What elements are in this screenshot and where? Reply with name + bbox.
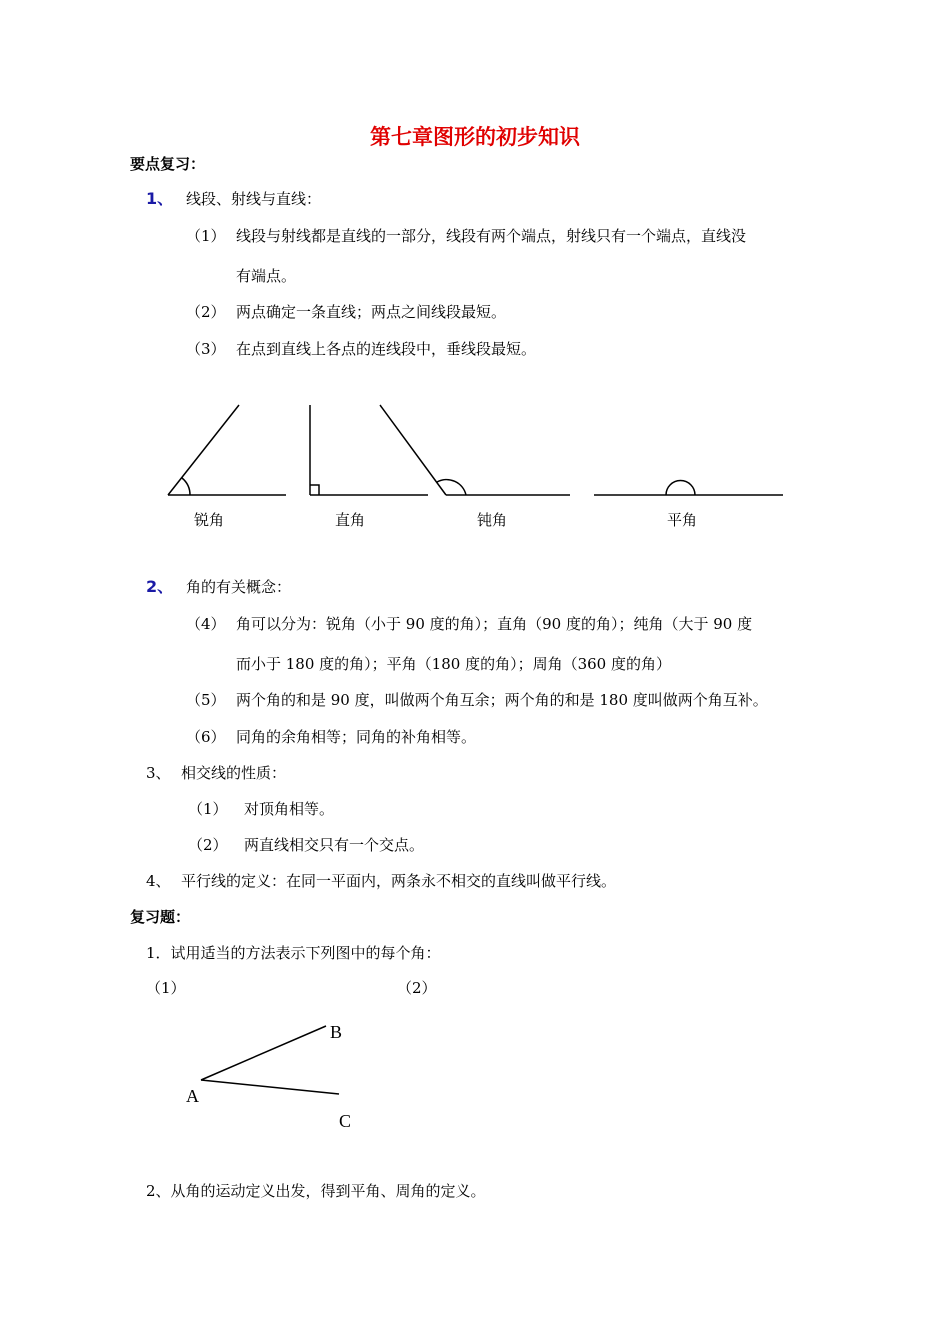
item-text: 同角的余角相等；同角的补角相等。 <box>236 728 477 746</box>
point-label-b: B <box>330 1022 343 1042</box>
acute-angle-figure <box>168 405 286 495</box>
item-text: 对顶角相等。 <box>244 800 335 818</box>
item-number: （5） <box>186 691 226 709</box>
acute-angle-label: 锐角 <box>194 511 225 529</box>
section-1-number: 1、 <box>146 189 174 208</box>
item-number: （6） <box>186 728 226 746</box>
right-angle-figure <box>310 405 428 495</box>
item-number: （1） <box>188 800 228 818</box>
item-number: （2） <box>188 836 228 854</box>
section-4-text: 平行线的定义：在同一平面内，两条永不相交的直线叫做平行线。 <box>181 872 617 890</box>
section-heading-exercises: 复习题： <box>130 908 191 926</box>
page-title: 第七章图形的初步知识 <box>370 124 580 149</box>
obtuse-angle-label: 钝角 <box>477 511 508 529</box>
item-text: 线段与射线都是直线的一部分，线段有两个端点，射线只有一个端点，直线没 <box>236 227 747 245</box>
item-text: 在点到直线上各点的连线段中，垂线段最短。 <box>236 340 537 358</box>
section-1-heading: 线段、射线与直线： <box>186 190 322 208</box>
question-1-text: 1．试用适当的方法表示下列图中的每个角： <box>146 944 441 962</box>
item-text: 角可以分为：锐角（小于 90 度的角）；直角（90 度的角）；纯角（大于 90 度 <box>236 615 753 633</box>
item-number: （4） <box>186 615 226 633</box>
point-label-c: C <box>339 1111 352 1131</box>
item-text-continued: 而小于 180 度的角）；平角（180 度的角）；周角（360 度的角） <box>236 655 671 673</box>
section-4-number: 4、 <box>146 872 171 890</box>
item-text-continued: 有端点。 <box>236 267 297 285</box>
obtuse-angle-figure <box>380 405 570 495</box>
point-label-a: A <box>186 1086 199 1106</box>
item-number: （2） <box>186 303 226 321</box>
item-number: （1） <box>186 227 226 245</box>
item-number: （3） <box>186 340 226 358</box>
section-3-number: 3、 <box>146 764 171 782</box>
right-angle-label: 直角 <box>335 511 366 529</box>
section-2-heading: 角的有关概念： <box>186 578 292 596</box>
question-2-text: 2、从角的运动定义出发，得到平角、周角的定义。 <box>146 1182 486 1200</box>
angle-bac-figure <box>201 1026 339 1094</box>
straight-angle-figure <box>594 481 783 496</box>
section-2-number: 2、 <box>146 577 174 596</box>
item-text: 两直线相交只有一个交点。 <box>244 836 425 854</box>
item-text: 两个角的和是 90 度，叫做两个角互余；两个角的和是 180 度叫做两个角互补。 <box>236 691 768 709</box>
question-1-sub-1: （1） <box>146 979 186 997</box>
section-heading-review: 要点复习： <box>130 155 206 173</box>
item-text: 两点确定一条直线；两点之间线段最短。 <box>236 303 507 321</box>
section-3-heading: 相交线的性质： <box>181 764 287 782</box>
straight-angle-label: 平角 <box>667 511 698 529</box>
question-1-sub-2: （2） <box>397 979 437 997</box>
